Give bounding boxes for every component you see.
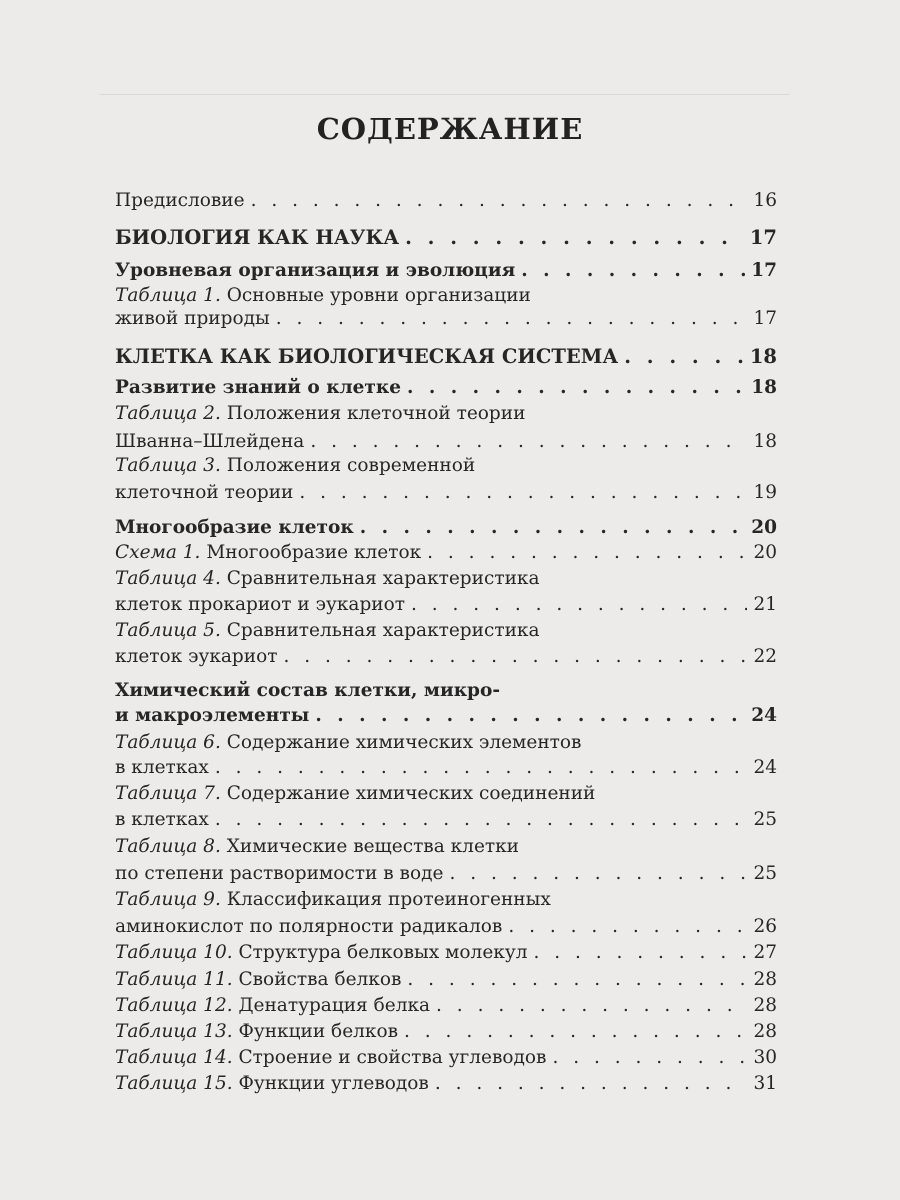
dot-leader: [310, 431, 747, 452]
toc-entry-line: [115, 190, 777, 216]
toc-entry-line: [115, 916, 777, 942]
toc-entry-prefix: Таблица 14.: [115, 1047, 233, 1068]
toc-entry-text: [115, 646, 277, 667]
toc-page-number: 25: [753, 863, 777, 884]
toc-entry-text: [115, 377, 401, 398]
dot-leader: [405, 226, 744, 249]
toc-entry-line: [115, 260, 777, 286]
toc-entry-title: Функции белков: [232, 1021, 399, 1042]
toc-entry-line: [115, 308, 777, 334]
toc-entry-prefix: Таблица 1.: [115, 285, 221, 306]
dot-leader: [215, 809, 747, 830]
dot-leader: [407, 969, 747, 990]
toc-entry-title: Многообразие клеток: [115, 517, 354, 538]
toc-entry-title: Структура белковых молекул: [232, 942, 528, 963]
toc-entry-title: в клетках: [115, 757, 209, 778]
toc-entry-title: БИОЛОГИЯ КАК НАУКА: [115, 226, 400, 249]
toc-entry-line: [115, 995, 777, 1021]
toc-entry-text: [115, 1047, 546, 1068]
toc-entry-text: [115, 809, 209, 830]
toc-entry-text: [115, 308, 270, 329]
toc-entry-text: [115, 1021, 398, 1042]
toc-entry-line: [115, 482, 777, 508]
toc-entry-title: Предисловие: [115, 190, 245, 211]
toc-page-number: 25: [753, 809, 777, 830]
dot-leader: [508, 916, 747, 937]
toc-entry-line: [115, 226, 777, 252]
toc-page-number: 28: [753, 1021, 777, 1042]
toc-entry-line: [115, 783, 777, 809]
dot-leader: [404, 1021, 747, 1042]
toc-entry-text: [115, 431, 304, 452]
dot-leader: [276, 308, 747, 329]
dot-leader: [521, 260, 745, 281]
toc-entry-line: [115, 377, 777, 403]
toc-entry-title: Сравнительная характеристика: [220, 620, 540, 641]
toc-entry-title: Денатурация белка: [232, 995, 431, 1016]
toc-entry-title: Развитие знаний о клетке: [115, 377, 401, 398]
dot-leader: [315, 705, 745, 726]
toc-entry-line: [115, 680, 777, 706]
toc-entry-line: [115, 809, 777, 835]
toc-entry-title: Положения клеточной теории: [220, 403, 526, 424]
toc-entry-prefix: Таблица 8.: [115, 836, 221, 857]
toc-page-number: 26: [753, 916, 777, 937]
toc-entry-prefix: Таблица 5.: [115, 620, 221, 641]
toc-entry-title: по степени растворимости в воде: [115, 863, 444, 884]
toc-page-number: 22: [753, 646, 777, 667]
toc-page-number: 20: [753, 542, 777, 563]
toc-entry-line: [115, 568, 777, 594]
toc-entry-text: [115, 680, 500, 701]
toc-entry-text: [115, 757, 209, 778]
toc-entry-title: аминокислот по полярности радикалов: [115, 916, 503, 937]
toc-entry-title: Основные уровни организации: [220, 285, 531, 306]
toc-entry-title: клеток эукариот: [115, 646, 278, 667]
toc-entry-title: КЛЕТКА КАК БИОЛОГИЧЕСКАЯ СИСТЕМА: [115, 345, 619, 368]
toc-page-number: 17: [749, 226, 777, 249]
page-title: СОДЕРЖАНИЕ: [316, 112, 584, 146]
toc-entry-line: [115, 431, 777, 457]
toc-entry-text: [115, 836, 519, 857]
toc-entry-line: [115, 1073, 777, 1099]
toc-page-number: 17: [751, 260, 777, 281]
toc-page-number: 17: [753, 308, 777, 329]
toc-entry-prefix: Таблица 2.: [115, 403, 221, 424]
toc-entry-line: [115, 1047, 777, 1073]
dot-leader: [449, 863, 747, 884]
toc-entry-line: [115, 836, 777, 862]
toc-page-number: 18: [749, 345, 777, 368]
toc-entry-text: [115, 568, 540, 589]
toc-entry-title: и макроэлементы: [115, 705, 310, 726]
dot-leader: [435, 1073, 747, 1094]
toc-page-number: 28: [753, 969, 777, 990]
toc-entry-text: [115, 995, 430, 1016]
toc-entry-title: Содержание химических соединений: [220, 783, 596, 804]
bleed-through-header: [100, 78, 790, 95]
toc-entry-text: [115, 260, 515, 281]
dot-leader: [624, 345, 744, 368]
toc-entry-title: Содержание химических элементов: [220, 732, 582, 753]
toc-entry-line: [115, 455, 777, 481]
dot-leader: [360, 517, 746, 538]
toc-entry-line: [115, 705, 777, 731]
toc-page-number: 21: [753, 594, 777, 615]
toc-entry-prefix: Таблица 11.: [115, 969, 233, 990]
toc-entry-prefix: Таблица 6.: [115, 732, 221, 753]
toc-entry-text: [115, 969, 401, 990]
toc-entry-text: [115, 482, 293, 503]
toc-page-number: 18: [753, 431, 777, 452]
toc-entry-text: [115, 403, 525, 424]
toc-entry-line: [115, 345, 777, 371]
toc-entry-line: [115, 620, 777, 646]
toc-entry-text: [115, 705, 309, 726]
toc-page-number: 30: [753, 1047, 777, 1068]
toc-entry-text: [115, 620, 540, 641]
toc-entry-text: [115, 345, 618, 368]
toc-entry-title: Свойства белков: [232, 969, 402, 990]
toc-entry-line: [115, 757, 777, 783]
toc-entry-title: Уровневая организация и эволюция: [115, 260, 516, 281]
toc-entry-title: в клетках: [115, 809, 209, 830]
dot-leader: [283, 646, 747, 667]
toc-page-number: 27: [753, 942, 777, 963]
toc-entry-title: Классификация протеиногенных: [220, 889, 551, 910]
toc-entry-title: клеток прокариот и эукариот: [115, 594, 406, 615]
toc-entry-prefix: Таблица 13.: [115, 1021, 233, 1042]
toc-entry-line: [115, 517, 777, 543]
toc-entry-title: Химический состав клетки, микро-: [115, 680, 501, 701]
toc-entry-title: Многообразие клеток: [200, 542, 422, 563]
dot-leader: [407, 377, 745, 398]
dot-leader: [251, 190, 747, 211]
toc-entry-prefix: Таблица 7.: [115, 783, 221, 804]
toc-entry-line: [115, 594, 777, 620]
toc-entry-line: [115, 863, 777, 889]
toc-entry-prefix: Таблица 12.: [115, 995, 233, 1016]
toc-entry-line: [115, 969, 777, 995]
toc-entry-title: клеточной теории: [115, 482, 294, 503]
dot-leader: [533, 942, 747, 963]
toc-entry-line: [115, 1021, 777, 1047]
dot-leader: [411, 594, 747, 615]
toc-entry-text: [115, 542, 421, 563]
toc-entry-text: [115, 594, 405, 615]
toc-page-number: 31: [753, 1073, 777, 1094]
toc-entry-prefix: Таблица 9.: [115, 889, 221, 910]
toc-entry-prefix: Таблица 10.: [115, 942, 233, 963]
toc-entry-title: Химические вещества клетки: [220, 836, 520, 857]
toc-entry-line: [115, 889, 777, 915]
toc-entry-title: Положения современной: [220, 455, 476, 476]
toc-entry-text: [115, 1073, 429, 1094]
toc-page-number: 24: [753, 757, 777, 778]
toc-entry-title: Сравнительная характеристика: [220, 568, 540, 589]
toc-entry-title: Функции углеводов: [232, 1073, 429, 1094]
toc-entry-prefix: Таблица 3.: [115, 455, 221, 476]
toc-entry-text: [115, 226, 399, 249]
toc-entry-text: [115, 455, 475, 476]
dot-leader: [436, 995, 747, 1016]
toc-entry-text: [115, 517, 354, 538]
dot-leader: [215, 757, 747, 778]
toc-entry-title: Строение и свойства углеводов: [232, 1047, 547, 1068]
toc-entry-prefix: Таблица 4.: [115, 568, 221, 589]
toc-entry-text: [115, 942, 527, 963]
dot-leader: [427, 542, 747, 563]
toc-entry-title: Шванна–Шлейдена: [115, 431, 305, 452]
toc-entry-text: [115, 732, 581, 753]
toc-page-number: 20: [751, 517, 777, 538]
toc-entry-prefix: Схема 1.: [115, 542, 201, 563]
toc-entry-line: [115, 542, 777, 568]
toc-page-number: 24: [751, 705, 777, 726]
toc-entry-line: [115, 403, 777, 429]
toc-entry-text: [115, 916, 502, 937]
toc-entry-text: [115, 783, 595, 804]
toc-entry-line: [115, 646, 777, 672]
toc-page-number: 28: [753, 995, 777, 1016]
toc-entry-text: [115, 285, 531, 306]
toc-entry-line: [115, 732, 777, 758]
toc-entry-title: живой природы: [115, 308, 270, 329]
dot-leader: [552, 1047, 747, 1068]
toc-entry-text: [115, 863, 443, 884]
toc-entry-line: [115, 942, 777, 968]
toc-page-number: 19: [753, 482, 777, 503]
toc-entry-prefix: Таблица 15.: [115, 1073, 233, 1094]
toc-entry-text: [115, 889, 551, 910]
dot-leader: [299, 482, 747, 503]
toc-page-number: 18: [751, 377, 777, 398]
toc-entry-text: [115, 190, 245, 211]
toc-page-number: 16: [753, 190, 777, 211]
